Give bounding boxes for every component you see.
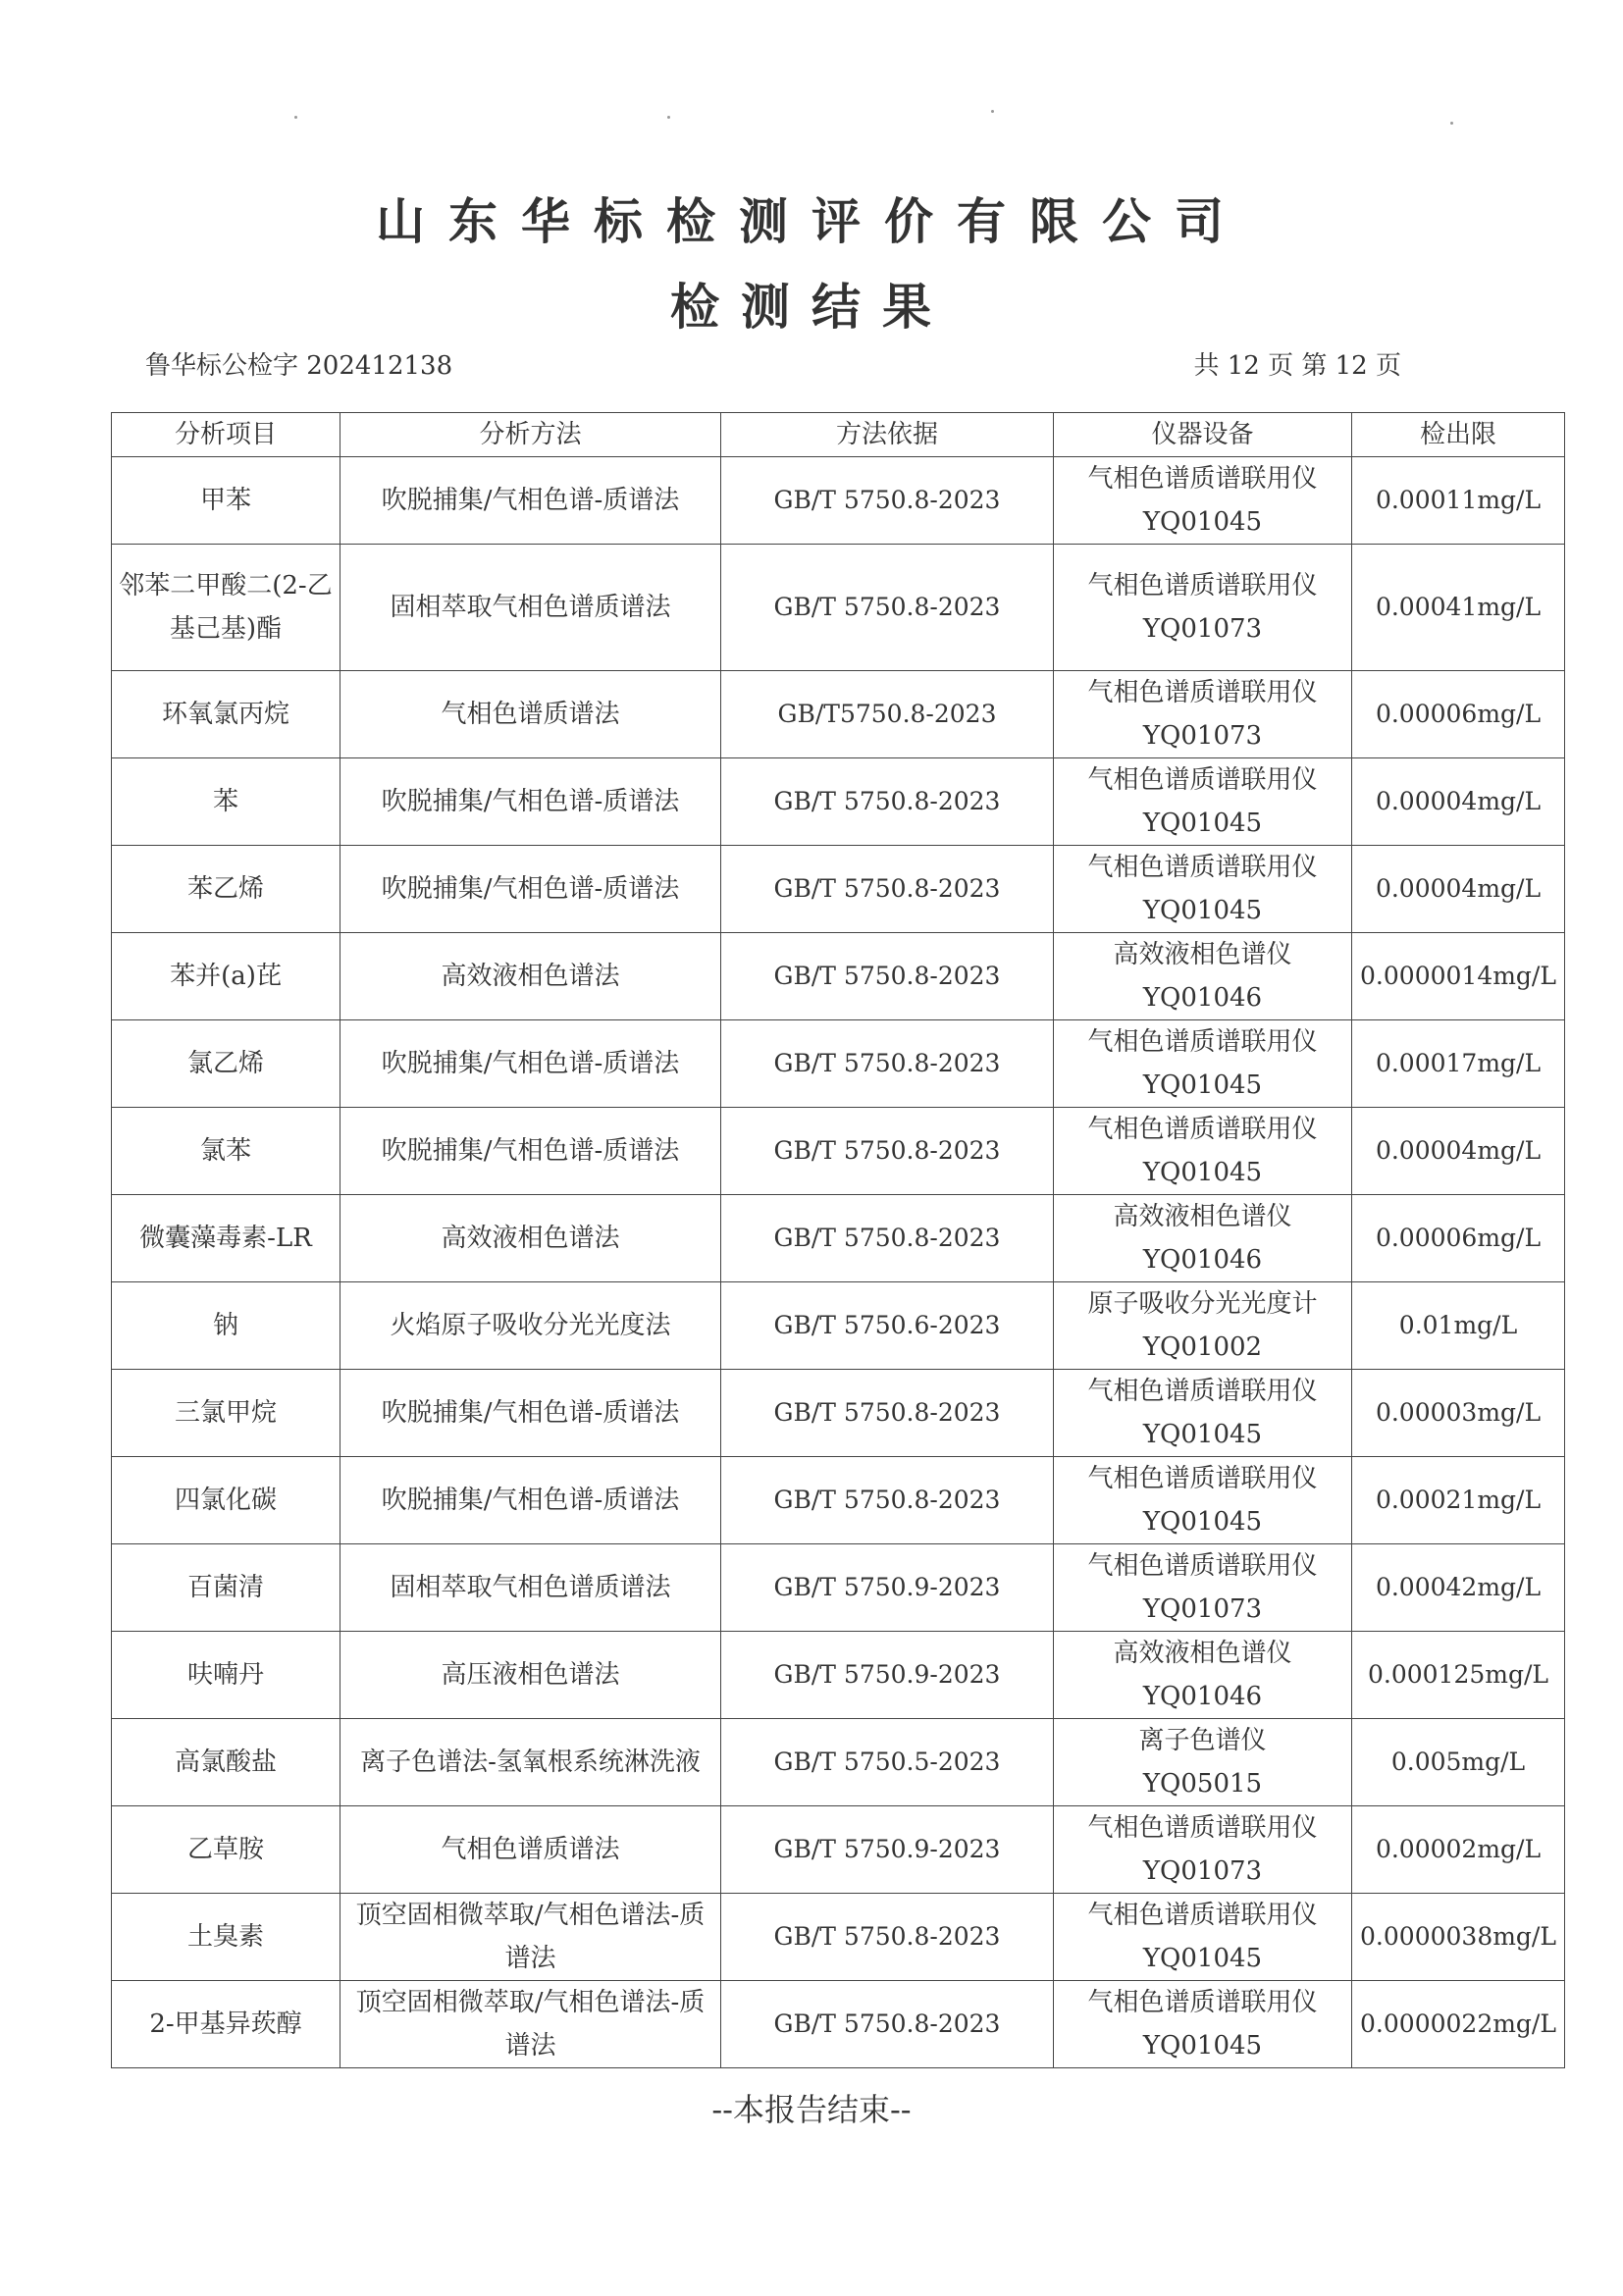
scan-speck <box>294 116 297 119</box>
detection-limit-cell: 0.0000014mg/L <box>1352 933 1565 1020</box>
table-row <box>112 457 1565 545</box>
analysis-item-cell: 2-甲基异莰醇 <box>112 1981 340 2068</box>
table-row <box>112 1020 1565 1108</box>
instrument-name: 气相色谱质谱联用仪 <box>1087 571 1318 600</box>
method-basis-cell: GB/T 5750.8-2023 <box>721 545 1054 671</box>
column-header: 分析方法 <box>340 413 721 457</box>
analysis-method-cell: 气相色谱质谱法 <box>340 671 721 758</box>
method-basis-cell: GB/T5750.8-2023 <box>721 671 1054 758</box>
analysis-item-cell: 甲苯 <box>112 457 340 545</box>
detection-limit-cell: 0.00042mg/L <box>1352 1544 1565 1632</box>
table-row <box>112 758 1565 846</box>
analysis-method-cell: 离子色谱法-氢氧根系统淋洗液 <box>340 1719 721 1806</box>
analysis-item-cell: 呋喃丹 <box>112 1632 340 1719</box>
table-row <box>112 1370 1565 1457</box>
instrument-name: 气相色谱质谱联用仪 <box>1087 1464 1318 1493</box>
analysis-item-cell: 四氯化碳 <box>112 1457 340 1544</box>
analysis-item-cell: 钠 <box>112 1282 340 1370</box>
analysis-item-cell: 苯并(a)芘 <box>112 933 340 1020</box>
analysis-item-cell: 土臭素 <box>112 1894 340 1981</box>
analysis-item-cell: 氯乙烯 <box>112 1020 340 1108</box>
scan-speck <box>991 110 994 113</box>
instrument-id: YQ01045 <box>1142 896 1263 925</box>
method-basis-cell: GB/T 5750.8-2023 <box>721 1108 1054 1195</box>
analysis-method-cell: 高压液相色谱法 <box>340 1632 721 1719</box>
detection-limit-cell: 0.00006mg/L <box>1352 671 1565 758</box>
table-row <box>112 1981 1565 2068</box>
analysis-method-cell: 吹脱捕集/气相色谱-质谱法 <box>340 1457 721 1544</box>
table-row <box>112 1282 1565 1370</box>
instrument-name: 气相色谱质谱联用仪 <box>1087 1377 1318 1406</box>
instrument-name: 气相色谱质谱联用仪 <box>1087 1901 1318 1930</box>
analysis-method-cell: 吹脱捕集/气相色谱-质谱法 <box>340 758 721 846</box>
method-basis-cell: GB/T 5750.9-2023 <box>721 1806 1054 1894</box>
method-basis-cell: GB/T 5750.9-2023 <box>721 1544 1054 1632</box>
column-header: 检出限 <box>1352 413 1565 457</box>
table-row <box>112 1806 1565 1894</box>
table-header-row <box>112 413 1565 457</box>
method-basis-cell: GB/T 5750.5-2023 <box>721 1719 1054 1806</box>
instrument-cell <box>1054 1195 1352 1282</box>
instrument-cell <box>1054 1632 1352 1719</box>
column-header: 方法依据 <box>721 413 1054 457</box>
column-header: 分析项目 <box>112 413 340 457</box>
instrument-name: 原子吸收分光光度计 <box>1087 1289 1318 1319</box>
detection-limit-cell: 0.00004mg/L <box>1352 758 1565 846</box>
table-row <box>112 1195 1565 1282</box>
instrument-name: 气相色谱质谱联用仪 <box>1087 765 1318 795</box>
instrument-cell <box>1054 1282 1352 1370</box>
instrument-id: YQ01045 <box>1142 1158 1263 1187</box>
table-row <box>112 1457 1565 1544</box>
table-row <box>112 1108 1565 1195</box>
instrument-name: 高效液相色谱仪 <box>1113 1639 1292 1668</box>
instrument-cell <box>1054 846 1352 933</box>
table-row <box>112 933 1565 1020</box>
analysis-method-cell: 吹脱捕集/气相色谱-质谱法 <box>340 1020 721 1108</box>
scan-speck <box>667 116 670 119</box>
analysis-method-cell: 顶空固相微萃取/气相色谱法-质谱法 <box>340 1894 721 1981</box>
instrument-name: 气相色谱质谱联用仪 <box>1087 1027 1318 1057</box>
instrument-cell <box>1054 1020 1352 1108</box>
detection-limit-cell: 0.00017mg/L <box>1352 1020 1565 1108</box>
instrument-name: 离子色谱仪 <box>1138 1726 1267 1755</box>
table-row <box>112 1719 1565 1806</box>
detection-limit-cell: 0.0000022mg/L <box>1352 1981 1565 2068</box>
analysis-method-cell: 气相色谱质谱法 <box>340 1806 721 1894</box>
instrument-name: 气相色谱质谱联用仪 <box>1087 853 1318 882</box>
method-basis-cell: GB/T 5750.6-2023 <box>721 1282 1054 1370</box>
detection-limit-cell: 0.00006mg/L <box>1352 1195 1565 1282</box>
method-basis-cell: GB/T 5750.8-2023 <box>721 933 1054 1020</box>
method-basis-cell: GB/T 5750.8-2023 <box>721 1981 1054 2068</box>
analysis-method-cell: 高效液相色谱法 <box>340 933 721 1020</box>
method-basis-cell: GB/T 5750.8-2023 <box>721 846 1054 933</box>
table-row <box>112 1544 1565 1632</box>
instrument-id: YQ01045 <box>1142 1944 1263 1973</box>
analysis-item-cell: 环氧氯丙烷 <box>112 671 340 758</box>
instrument-id: YQ01073 <box>1142 1594 1263 1624</box>
instrument-cell <box>1054 758 1352 846</box>
analysis-item-cell: 氯苯 <box>112 1108 340 1195</box>
analysis-item-cell: 百菌清 <box>112 1544 340 1632</box>
analysis-item-cell: 苯乙烯 <box>112 846 340 933</box>
method-basis-cell: GB/T 5750.8-2023 <box>721 1195 1054 1282</box>
detection-limit-cell: 0.00004mg/L <box>1352 1108 1565 1195</box>
instrument-name: 气相色谱质谱联用仪 <box>1087 678 1318 707</box>
page-info: 共 12 页 第 12 页 <box>1193 351 1401 381</box>
instrument-name: 高效液相色谱仪 <box>1113 940 1292 969</box>
instrument-cell <box>1054 1544 1352 1632</box>
method-basis-cell: GB/T 5750.8-2023 <box>721 1020 1054 1108</box>
detection-limit-cell: 0.00002mg/L <box>1352 1806 1565 1894</box>
instrument-cell <box>1054 457 1352 545</box>
instrument-cell <box>1054 671 1352 758</box>
analysis-method-cell: 吹脱捕集/气相色谱-质谱法 <box>340 1108 721 1195</box>
instrument-id: YQ01045 <box>1142 1070 1263 1100</box>
instrument-id: YQ01073 <box>1142 721 1263 751</box>
analysis-item-cell: 苯 <box>112 758 340 846</box>
instrument-id: YQ01045 <box>1142 2031 1263 2061</box>
method-basis-cell: GB/T 5750.8-2023 <box>721 457 1054 545</box>
analysis-item-cell: 邻苯二甲酸二(2-乙基己基)酯 <box>112 545 340 671</box>
method-basis-cell: GB/T 5750.8-2023 <box>721 1370 1054 1457</box>
instrument-cell <box>1054 1457 1352 1544</box>
detection-limit-cell: 0.000125mg/L <box>1352 1632 1565 1719</box>
table-row <box>112 1894 1565 1981</box>
analysis-item-cell: 乙草胺 <box>112 1806 340 1894</box>
scan-speck <box>1450 122 1453 125</box>
results-table <box>111 412 1565 2068</box>
detection-limit-cell: 0.01mg/L <box>1352 1282 1565 1370</box>
detection-limit-cell: 0.00021mg/L <box>1352 1457 1565 1544</box>
instrument-id: YQ01073 <box>1142 614 1263 644</box>
instrument-name: 气相色谱质谱联用仪 <box>1087 1551 1318 1581</box>
table-body <box>112 457 1565 2068</box>
instrument-cell <box>1054 1806 1352 1894</box>
instrument-id: YQ01045 <box>1142 507 1263 537</box>
instrument-id: YQ01045 <box>1142 1420 1263 1449</box>
instrument-cell <box>1054 545 1352 671</box>
table-row <box>112 671 1565 758</box>
document-title: 检测结果 <box>670 279 953 336</box>
instrument-id: YQ01045 <box>1142 809 1263 838</box>
instrument-cell <box>1054 1108 1352 1195</box>
instrument-name: 高效液相色谱仪 <box>1113 1202 1292 1231</box>
analysis-item-cell: 高氯酸盐 <box>112 1719 340 1806</box>
instrument-id: YQ01073 <box>1142 1856 1263 1886</box>
analysis-item-cell: 微囊藻毒素-LR <box>112 1195 340 1282</box>
analysis-method-cell: 吹脱捕集/气相色谱-质谱法 <box>340 1370 721 1457</box>
detection-limit-cell: 0.005mg/L <box>1352 1719 1565 1806</box>
instrument-cell <box>1054 1370 1352 1457</box>
report-end-marker: --本报告结束-- <box>711 2091 912 2128</box>
analysis-method-cell: 吹脱捕集/气相色谱-质谱法 <box>340 846 721 933</box>
instrument-name: 气相色谱质谱联用仪 <box>1087 1115 1318 1144</box>
instrument-name: 气相色谱质谱联用仪 <box>1087 1813 1318 1843</box>
analysis-method-cell: 高效液相色谱法 <box>340 1195 721 1282</box>
detection-limit-cell: 0.00004mg/L <box>1352 846 1565 933</box>
instrument-id: YQ01046 <box>1142 1682 1263 1711</box>
analysis-method-cell: 火焰原子吸收分光光度法 <box>340 1282 721 1370</box>
instrument-name: 气相色谱质谱联用仪 <box>1087 1988 1318 2017</box>
instrument-id: YQ01045 <box>1142 1507 1263 1537</box>
analysis-item-cell: 三氯甲烷 <box>112 1370 340 1457</box>
column-header: 仪器设备 <box>1054 413 1352 457</box>
analysis-method-cell: 顶空固相微萃取/气相色谱法-质谱法 <box>340 1981 721 2068</box>
instrument-cell <box>1054 1981 1352 2068</box>
method-basis-cell: GB/T 5750.8-2023 <box>721 758 1054 846</box>
instrument-id: YQ01046 <box>1142 1245 1263 1275</box>
instrument-id: YQ01002 <box>1142 1332 1263 1362</box>
instrument-cell <box>1054 933 1352 1020</box>
instrument-id: YQ01046 <box>1142 983 1263 1013</box>
company-name: 山东华标检测评价有限公司 <box>376 193 1247 250</box>
analysis-method-cell: 固相萃取气相色谱质谱法 <box>340 1544 721 1632</box>
table-row <box>112 846 1565 933</box>
detection-limit-cell: 0.00011mg/L <box>1352 457 1565 545</box>
detection-limit-cell: 0.0000038mg/L <box>1352 1894 1565 1981</box>
method-basis-cell: GB/T 5750.8-2023 <box>721 1894 1054 1981</box>
instrument-cell <box>1054 1719 1352 1806</box>
instrument-name: 气相色谱质谱联用仪 <box>1087 464 1318 494</box>
table-row <box>112 1632 1565 1719</box>
detection-limit-cell: 0.00041mg/L <box>1352 545 1565 671</box>
detection-limit-cell: 0.00003mg/L <box>1352 1370 1565 1457</box>
table-row <box>112 545 1565 671</box>
report-number: 鲁华标公检字 202412138 <box>145 351 453 381</box>
instrument-cell <box>1054 1894 1352 1981</box>
method-basis-cell: GB/T 5750.9-2023 <box>721 1632 1054 1719</box>
analysis-method-cell: 固相萃取气相色谱质谱法 <box>340 545 721 671</box>
analysis-method-cell: 吹脱捕集/气相色谱-质谱法 <box>340 457 721 545</box>
instrument-id: YQ05015 <box>1142 1769 1263 1799</box>
method-basis-cell: GB/T 5750.8-2023 <box>721 1457 1054 1544</box>
